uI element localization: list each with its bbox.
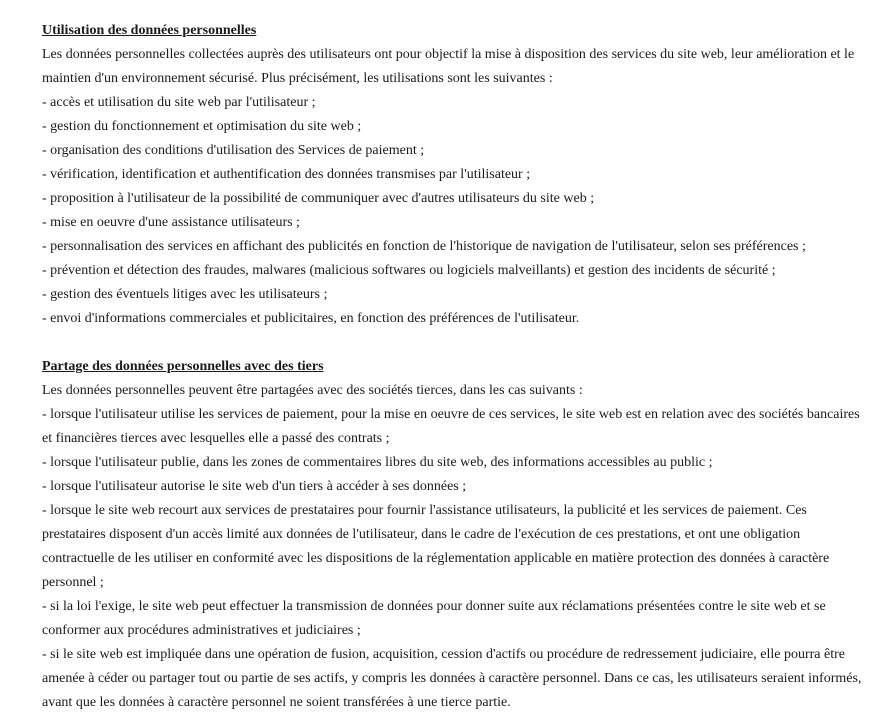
data-usage-list (42, 91, 872, 331)
list-item: - si la loi l'exige, le site web peut effectuer la transmission de données pour donner suite aux réclamations présentées contre le site web et se conformer aux procédures administratives et judiciaires ; (42, 599, 826, 638)
section-title-data-usage: Utilisation des données personnelles (42, 23, 257, 38)
section-data-usage (42, 19, 872, 331)
list-item: - organisation des conditions d'utilisation des Services de paiement ; (42, 143, 425, 158)
list-item: - mise en oeuvre d'une assistance utilisateurs ; (42, 215, 300, 230)
section-data-sharing (42, 355, 872, 715)
section-spacer (42, 331, 872, 355)
list-item: - vérification, identification et authentification des données transmises par l'utilisateur ; (42, 167, 531, 182)
list-item: - gestion du fonctionnement et optimisation du site web ; (42, 119, 362, 134)
list-item: - envoi d'informations commerciales et publicitaires, en fonction des préférences de l'utilisateur. (42, 311, 580, 326)
list-item: - prévention et détection des fraudes, malwares (malicious softwares ou logiciels malveillants) et gestion des incidents de sécurité ; (42, 263, 776, 278)
document-body (42, 19, 872, 715)
list-item: - proposition à l'utilisateur de la possibilité de communiquer avec d'autres utilisateurs du site web ; (42, 191, 595, 206)
section-title-data-sharing: Partage des données personnelles avec des tiers (42, 359, 324, 374)
list-item: - accès et utilisation du site web par l'utilisateur ; (42, 95, 316, 110)
data-sharing-list (42, 403, 872, 715)
section-intro-data-usage: Les données personnelles collectées auprès des utilisateurs ont pour objectif la mise à disposition des services du site web, leur amélioration et le maintien d'un environnement sécurisé. Plus précisément, les utilisations sont les suivantes : (42, 47, 855, 86)
list-item: - gestion des éventuels litiges avec les utilisateurs ; (42, 287, 328, 302)
list-item: - lorsque le site web recourt aux services de prestataires pour fournir l'assistance utilisateurs, la publicité et les services de paiement. Ces prestataires disposent d'un accès limité aux données de l'utilisateur, dans le cadre de l'exécution de ces prestations, et ont une obligation contractuelle de les utiliser en conformité avec les dispositions de la réglementation applicable en matière protection des données à caractère personnel ; (42, 503, 830, 590)
list-item: - lorsque l'utilisateur utilise les services de paiement, pour la mise en oeuvre de ces services, le site web est en relation avec des sociétés bancaires et financières tierces avec lesquelles elle a passé des contrats ; (42, 407, 860, 446)
section-intro-data-sharing: Les données personnelles peuvent être partagées avec des sociétés tierces, dans les cas suivants : (42, 383, 583, 398)
list-item: - lorsque l'utilisateur autorise le site web d'un tiers à accéder à ses données ; (42, 479, 467, 494)
list-item: - si le site web est impliquée dans une opération de fusion, acquisition, cession d'actifs ou procédure de redressement judiciaire, elle pourra être amenée à céder ou partager tout ou partie de ses actifs, y compris les données à caractère personnel. Dans ce cas, les utilisateurs seraient informés, avant que les données à caractère personnel ne soient transférées à une tierce partie. (42, 647, 862, 710)
list-item: - lorsque l'utilisateur publie, dans les zones de commentaires libres du site web, des informations accessibles au public ; (42, 455, 713, 470)
list-item: - personnalisation des services en affichant des publicités en fonction de l'historique de navigation de l'utilisateur, selon ses préférences ; (42, 239, 806, 254)
